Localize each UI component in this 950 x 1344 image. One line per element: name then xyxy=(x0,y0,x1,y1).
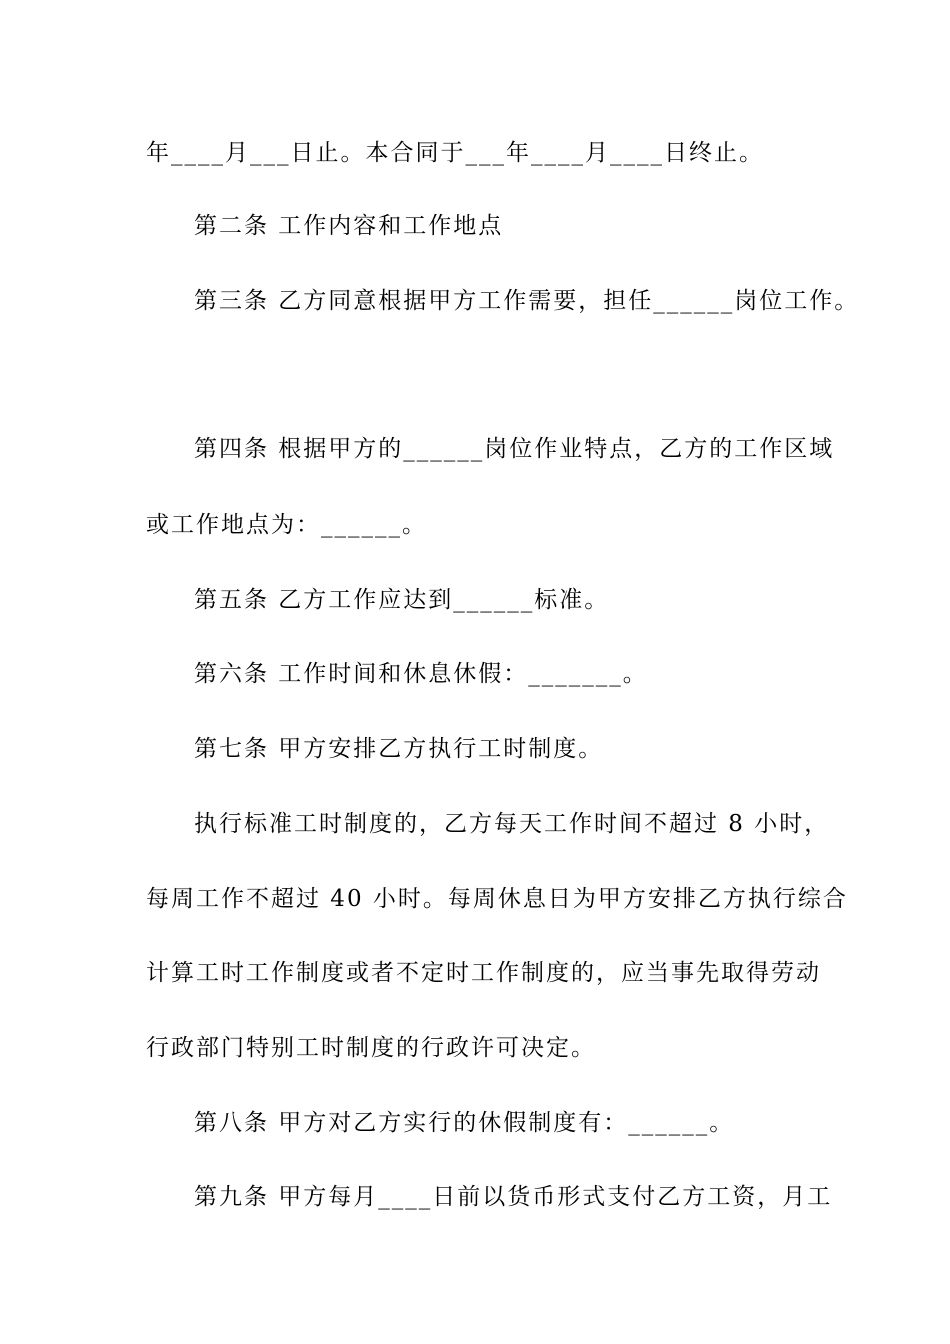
article-7-text: 第七条 甲方安排乙方执行工时制度。 xyxy=(194,736,604,762)
standard-hours-text-line-2: 每周工作不超过 40 小时。每周休息日为甲方安排乙方执行综合 xyxy=(146,886,848,912)
article-6-text: 第六条 工作时间和休息休假：_______。 xyxy=(194,661,648,687)
article-4-text-line-1: 第四条 根据甲方的______岗位作业特点，乙方的工作区域 xyxy=(194,436,835,462)
article-8-text: 第八条 甲方对乙方实行的休假制度有：______。 xyxy=(194,1110,735,1136)
text-line-contract-term-end: 年____月___日止。本合同于___年____月____日终止。 xyxy=(146,140,764,166)
article-2-heading: 第二条 工作内容和工作地点 xyxy=(194,213,504,239)
article-9-text: 第九条 甲方每月____日前以货币形式支付乙方工资，月工 xyxy=(194,1184,833,1210)
article-4-text-line-2: 或工作地点为：______。 xyxy=(146,512,427,538)
article-5-text: 第五条 乙方工作应达到______标准。 xyxy=(194,587,610,613)
standard-hours-text-line-4: 行政部门特别工时制度的行政许可决定。 xyxy=(146,1035,596,1061)
article-3-text: 第三条 乙方同意根据甲方工作需要，担任______岗位工作。 xyxy=(194,288,860,314)
standard-hours-text-line-3: 计算工时工作制度或者不定时工作制度的，应当事先取得劳动 xyxy=(146,960,821,986)
standard-hours-text-line-1: 执行标准工时制度的，乙方每天工作时间不超过 8 小时， xyxy=(194,811,830,837)
